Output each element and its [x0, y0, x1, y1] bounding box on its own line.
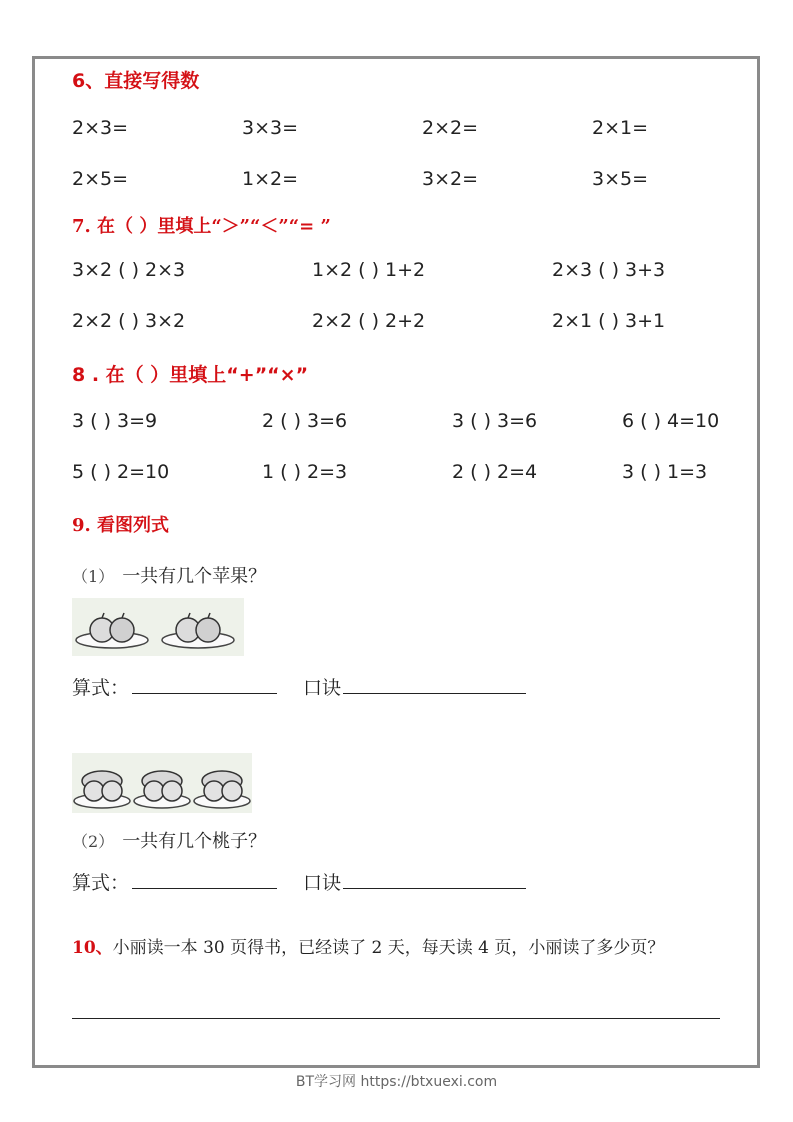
peach-icon	[222, 781, 242, 801]
question-text: 一共有几个桃子？	[122, 831, 267, 852]
question-number: （1）	[72, 567, 115, 586]
s7-item: 3×2 ( ) 2×3	[72, 259, 186, 281]
apple-icon	[196, 618, 220, 642]
peach-icon	[162, 781, 182, 801]
apple-plates-image	[72, 598, 244, 656]
s8-item: 6 ( ) 4=10	[622, 410, 720, 432]
s8-item: 3 ( ) 3=9	[72, 410, 158, 432]
s8-item: 3 ( ) 3=6	[452, 410, 538, 432]
rhyme-answer-line[interactable]	[343, 888, 526, 889]
s6-item: 3×2=	[422, 168, 479, 190]
s6-item: 3×3=	[242, 117, 299, 139]
question-text: 一共有几个苹果？	[122, 566, 267, 587]
section-8-title: 8 . 在（ ）里填上“+”“×”	[72, 364, 309, 386]
peach-icon	[144, 781, 164, 801]
s6-item: 1×2=	[242, 168, 299, 190]
s7-item: 1×2 ( ) 1+2	[312, 259, 426, 281]
footer-source: BT学习网 https://btxuexi.com	[295, 1074, 498, 1090]
s7-item: 2×1 ( ) 3+1	[552, 310, 666, 332]
answer-line[interactable]	[72, 1018, 720, 1019]
s8-item: 2 ( ) 2=4	[452, 461, 538, 483]
s6-item: 2×2=	[422, 117, 479, 139]
question-number: 10、	[72, 938, 113, 958]
section-6-title: 6、直接写得数	[72, 70, 200, 92]
formula-label: 算式：	[72, 677, 130, 699]
formula-label: 算式：	[72, 872, 130, 894]
rhyme-label: 口诀	[303, 872, 342, 894]
s8-item: 1 ( ) 2=3	[262, 461, 348, 483]
question-apples	[72, 562, 266, 588]
peach-icon	[84, 781, 104, 801]
rhyme-label: 口诀	[303, 677, 342, 699]
s6-item: 3×5=	[592, 168, 649, 190]
rhyme-answer-line[interactable]	[343, 693, 526, 694]
s8-item: 2 ( ) 3=6	[262, 410, 348, 432]
peach-plates-image	[72, 753, 252, 813]
apple-icon	[110, 618, 134, 642]
s8-item: 5 ( ) 2=10	[72, 461, 170, 483]
peach-icon	[204, 781, 224, 801]
peach-icon	[102, 781, 122, 801]
formula-answer-line[interactable]	[132, 693, 277, 694]
s7-item: 2×2 ( ) 2+2	[312, 310, 426, 332]
s6-item: 2×3=	[72, 117, 129, 139]
s7-item: 2×3 ( ) 3+3	[552, 259, 666, 281]
formula-answer-line[interactable]	[132, 888, 277, 889]
s6-item: 2×5=	[72, 168, 129, 190]
question-peaches	[72, 827, 266, 853]
s6-item: 2×1=	[592, 117, 649, 139]
section-7-title: 7. 在（ ）里填上“＞”“＜”“= ”	[72, 216, 331, 237]
s8-item: 3 ( ) 1=3	[622, 461, 708, 483]
question-text: 小丽读一本 30 页得书，已经读了 2 天，每天读 4 页，小丽读了多少页？	[112, 938, 665, 958]
s7-item: 2×2 ( ) 3×2	[72, 310, 186, 332]
section-9-title: 9. 看图列式	[72, 515, 170, 536]
question-number: （2）	[72, 832, 115, 851]
question-10	[72, 933, 664, 958]
